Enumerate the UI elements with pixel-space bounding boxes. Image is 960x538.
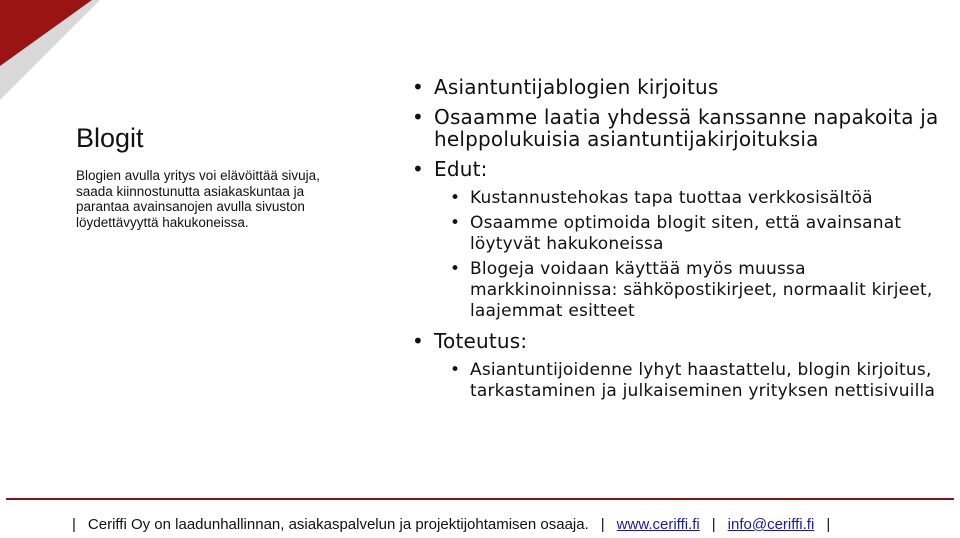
footer-separator: | xyxy=(711,516,716,533)
slide-title: Blogit xyxy=(76,123,144,153)
footer-separator: | xyxy=(72,516,76,533)
bullet-text: Toteutus: xyxy=(434,329,528,353)
bullet-item-implementation xyxy=(410,330,940,402)
sub-bullet-list xyxy=(434,360,940,402)
footer-separator: | xyxy=(826,516,831,533)
email-link[interactable]: info@ceriffi.fi xyxy=(727,516,815,533)
footer-separator: | xyxy=(600,516,605,533)
footer xyxy=(60,516,842,534)
sub-bullet-item: • Blogeja voidaan käyttää myös muussa markkinoinnissa: sähköpostikirjeet, normaalit kirjeet, laajemmat esitteet xyxy=(434,259,940,322)
footer-tagline: Ceriffi Oy on laadunhallinnan, asiakaspalvelun ja projektijohtamisen osaaja. xyxy=(87,516,589,533)
slide-description: Blogien avulla yritys voi elävöittää sivuja, saada kiinnostunutta asiakaskuntaa ja parantaa avainsanojen avulla sivuston löydettävyyttä hakukoneissa. xyxy=(76,168,320,230)
corner-triangle-decoration xyxy=(0,0,100,100)
bullet-text: Edut: xyxy=(434,157,488,181)
sub-bullet-list xyxy=(434,188,940,322)
bullet-item-benefits xyxy=(410,158,940,322)
bullet-item xyxy=(410,106,940,150)
bullet-list xyxy=(410,76,940,402)
sub-bullet-item: • Asiantuntijoidenne lyhyt haastattelu, blogin kirjoitus, tarkastaminen ja julkaiseminen yrityksen nettisivuilla xyxy=(434,360,940,402)
bullet-content xyxy=(410,76,940,410)
footer-divider xyxy=(6,498,954,500)
bullet-item xyxy=(410,76,940,98)
website-link[interactable]: www.ceriffi.fi xyxy=(616,516,700,533)
bullet-text: Asiantuntijablogien kirjoitus xyxy=(434,75,719,99)
sub-bullet-item: • Kustannustehokas tapa tuottaa verkkosisältöä xyxy=(434,188,940,209)
bullet-text: Osaamme laatia yhdessä kanssanne napakoita ja helppolukuisia asiantuntijakirjoituksia xyxy=(434,105,939,151)
sub-bullet-item: • Osaamme optimoida blogit siten, että avainsanat löytyvät hakukoneissa xyxy=(434,213,940,255)
left-panel xyxy=(76,122,356,230)
